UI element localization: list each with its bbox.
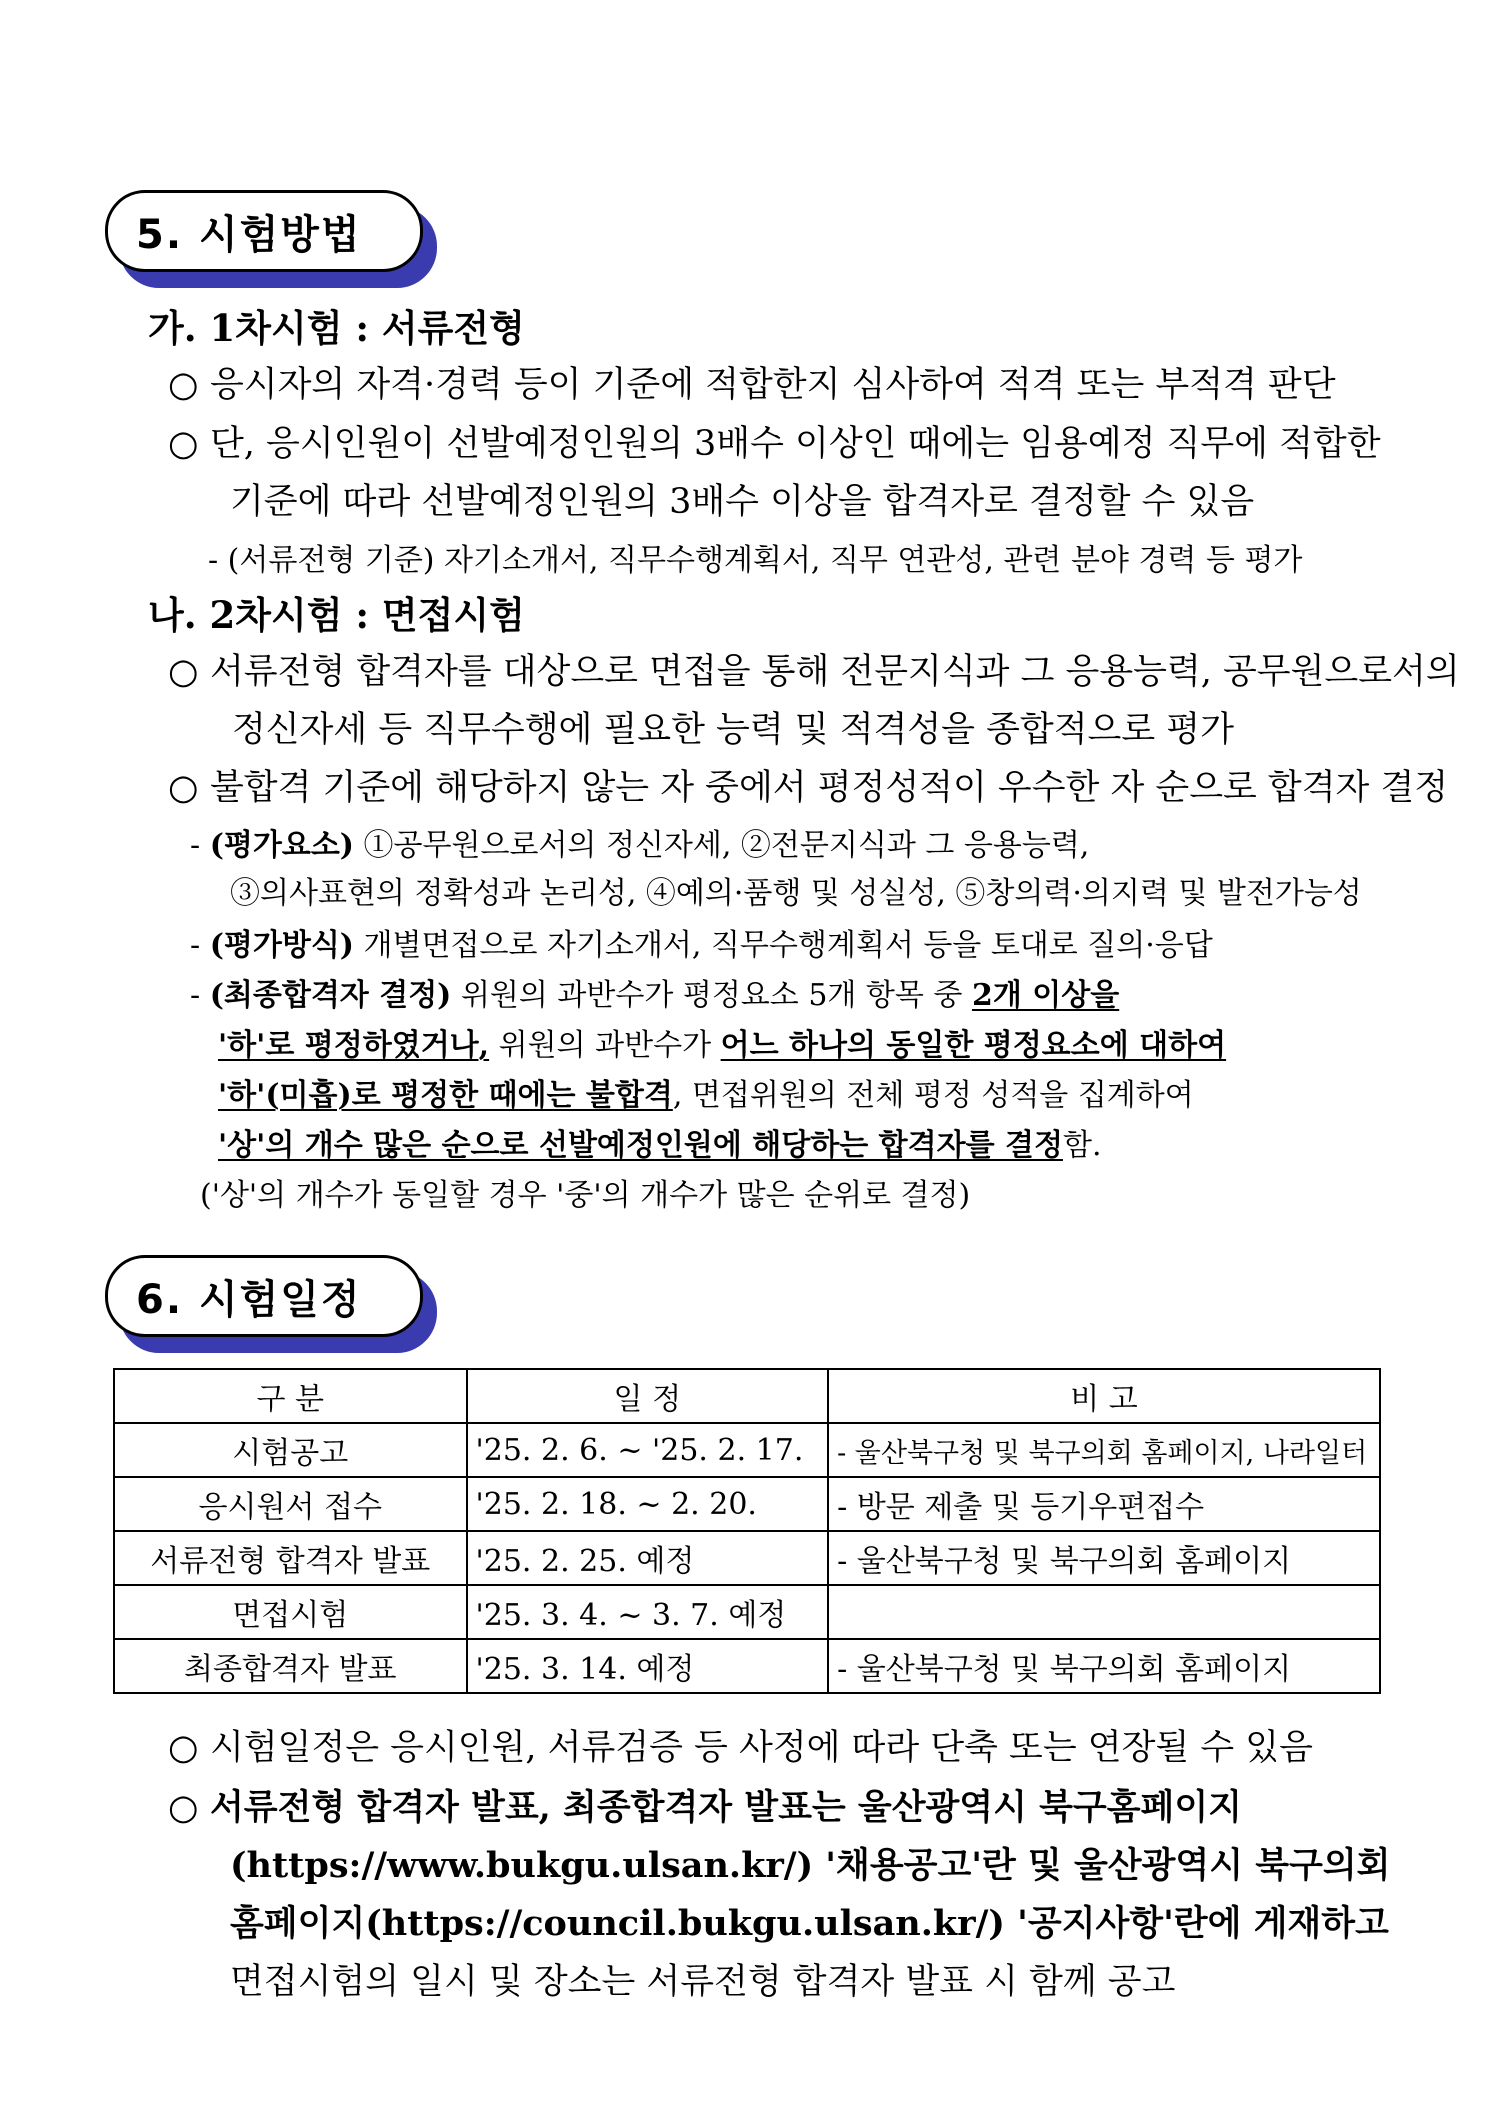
eval-elements: - (평가요소) ①공무원으로서의 정신자세, ②전문지식과 그 응용능력,: [190, 828, 1090, 863]
bullet-continuation: 기준에 따라 선발예정인원의 3배수 이상을 합격자로 결정할 수 있음: [230, 482, 1255, 522]
eval-text: ①공무원으로서의 정신자세, ②전문지식과 그 응용능력,: [363, 828, 1090, 863]
final-text: 위원의 과반수가 평정요소 5개 항목 중: [460, 978, 963, 1013]
table-cell: 서류전형 합격자 발표: [114, 1531, 467, 1585]
table-cell: '25. 2. 18. ~ 2. 20.: [467, 1477, 829, 1531]
circle-bullet-icon: ○: [168, 652, 199, 692]
final-text: , 면접위원의 전체 평정 성적을 집계하여: [672, 1078, 1194, 1113]
method-label: (평가방식): [209, 928, 354, 963]
detail-item: - (서류전형 기준) 자기소개서, 직무수행계획서, 직무 연관성, 관련 분야 경력 등 평가: [208, 543, 1303, 578]
subsection-ga-heading: 가. 1차시험 : 서류전형: [148, 306, 525, 350]
final-label: (최종합격자 결정): [209, 978, 452, 1013]
final-decision-line4: [218, 1120, 1102, 1164]
final-underlined: 2개 이상을: [971, 978, 1120, 1013]
final-decision-line2: [218, 1020, 1226, 1064]
table-cell: 면접시험: [114, 1585, 467, 1639]
bullet-text: 단, 응시인원이 선발예정인원의 3배수 이상인 때에는 임용예정 직무에 적합한: [210, 424, 1381, 464]
final-underlined: '하'로 평정하였거나,: [218, 1028, 490, 1063]
note-text: 시험일정은 응시인원, 서류검증 등 사정에 따라 단축 또는 연장될 수 있음: [210, 1728, 1313, 1768]
note-item: [168, 1780, 1242, 1830]
bullet-item: [168, 760, 1448, 810]
section-5-title: 5. 시험방법: [136, 211, 362, 258]
final-decision: - (최종합격자 결정) 위원의 과반수가 평정요소 5개 항목 중 2개 이상을: [190, 978, 1120, 1013]
table-cell: '25. 3. 14. 예정: [467, 1639, 829, 1693]
table-header-cell: 비 고: [828, 1369, 1380, 1423]
table-cell: '25. 3. 4. ~ 3. 7. 예정: [467, 1585, 829, 1639]
section-6-header: [105, 1255, 423, 1337]
table-cell: '25. 2. 6. ~ '25. 2. 17.: [467, 1423, 829, 1477]
schedule-table: [113, 1368, 1381, 1694]
table-cell: [828, 1585, 1380, 1639]
table-row: [114, 1639, 1380, 1693]
final-underlined: '상'의 개수 많은 순으로 선발예정인원에 해당하는 합격자를 결정: [218, 1128, 1063, 1163]
table-header-cell: 일 정: [467, 1369, 829, 1423]
table-cell: - 울산북구청 및 북구의회 홈페이지: [828, 1639, 1380, 1693]
final-decision-note: ('상'의 개수가 동일할 경우 '중'의 개수가 많은 순위로 결정): [200, 1178, 971, 1213]
section-5-header: [105, 190, 423, 272]
table-row: [114, 1585, 1380, 1639]
table-row: [114, 1423, 1380, 1477]
section-header-box: [105, 190, 423, 272]
note-continuation: 면접시험의 일시 및 장소는 서류전형 합격자 발표 시 함께 공고: [230, 1962, 1176, 2002]
section-6-title: 6. 시험일정: [136, 1276, 362, 1323]
table-cell: 응시원서 접수: [114, 1477, 467, 1531]
bullet-continuation: 정신자세 등 직무수행에 필요한 능력 및 적격성을 종합적으로 평가: [232, 710, 1234, 750]
circle-bullet-icon: ○: [168, 1788, 199, 1828]
bullet-text: 불합격 기준에 해당하지 않는 자 중에서 평정성적이 우수한 자 순으로 합격자 결정: [210, 768, 1449, 808]
bullet-text: 응시자의 자격·경력 등이 기준에 적합한지 심사하여 적격 또는 부적격 판단: [210, 365, 1336, 405]
circle-bullet-icon: ○: [168, 768, 199, 808]
circle-bullet-icon: ○: [168, 365, 199, 405]
final-underlined: '하'(미흡)로 평정한 때에는 불합격: [218, 1078, 673, 1113]
bullet-text: 서류전형 합격자를 대상으로 면접을 통해 전문지식과 그 응용능력, 공무원으로서의: [210, 652, 1460, 692]
table-cell: - 방문 제출 및 등기우편접수: [828, 1477, 1380, 1531]
circle-bullet-icon: ○: [168, 424, 199, 464]
final-text: 위원의 과반수가: [498, 1028, 712, 1063]
section-header-box: [105, 1255, 423, 1337]
table-cell: 최종합격자 발표: [114, 1639, 467, 1693]
table-row: [114, 1531, 1380, 1585]
eval-label: (평가요소): [209, 828, 354, 863]
eval-elements-continuation: ③의사표현의 정확성과 논리성, ④예의·품행 및 성실성, ⑤창의력·의지력 및 발전가능성: [230, 876, 1362, 911]
table-row: [114, 1477, 1380, 1531]
note-text: 서류전형 합격자 발표, 최종합격자 발표는 울산광역시 북구홈페이지: [210, 1787, 1242, 1828]
bullet-item: [168, 416, 1381, 466]
eval-method: - (평가방식) 개별면접으로 자기소개서, 직무수행계획서 등을 토대로 질의·응답: [190, 928, 1213, 963]
final-decision-line3: [218, 1070, 1194, 1114]
method-text: 개별면접으로 자기소개서, 직무수행계획서 등을 토대로 질의·응답: [363, 928, 1213, 963]
table-cell: - 울산북구청 및 북구의회 홈페이지, 나라일터: [828, 1423, 1380, 1477]
table-header-row: [114, 1369, 1380, 1423]
note-continuation: [230, 1838, 1390, 1888]
table-cell: - 울산북구청 및 북구의회 홈페이지: [828, 1531, 1380, 1585]
final-underlined: 어느 하나의 동일한 평정요소에 대하여: [720, 1028, 1227, 1063]
bullet-item: [168, 644, 1460, 694]
note-item: [168, 1720, 1313, 1770]
bullet-item: [168, 357, 1336, 407]
table-header-cell: 구 분: [114, 1369, 467, 1423]
subsection-na-heading: 나. 2차시험 : 면접시험: [148, 593, 525, 637]
final-text: 함.: [1062, 1128, 1102, 1163]
note-continuation: [230, 1896, 1389, 1946]
table-cell: '25. 2. 25. 예정: [467, 1531, 829, 1585]
circle-bullet-icon: ○: [168, 1728, 199, 1768]
note-text: (https://www.bukgu.ulsan.kr/) '채용공고'란 및 울산광역시 북구의회: [230, 1845, 1391, 1886]
table-cell: 시험공고: [114, 1423, 467, 1477]
note-text: 홈페이지(https://council.bukgu.ulsan.kr/) '공지사항'란에 게재하고: [230, 1903, 1389, 1944]
